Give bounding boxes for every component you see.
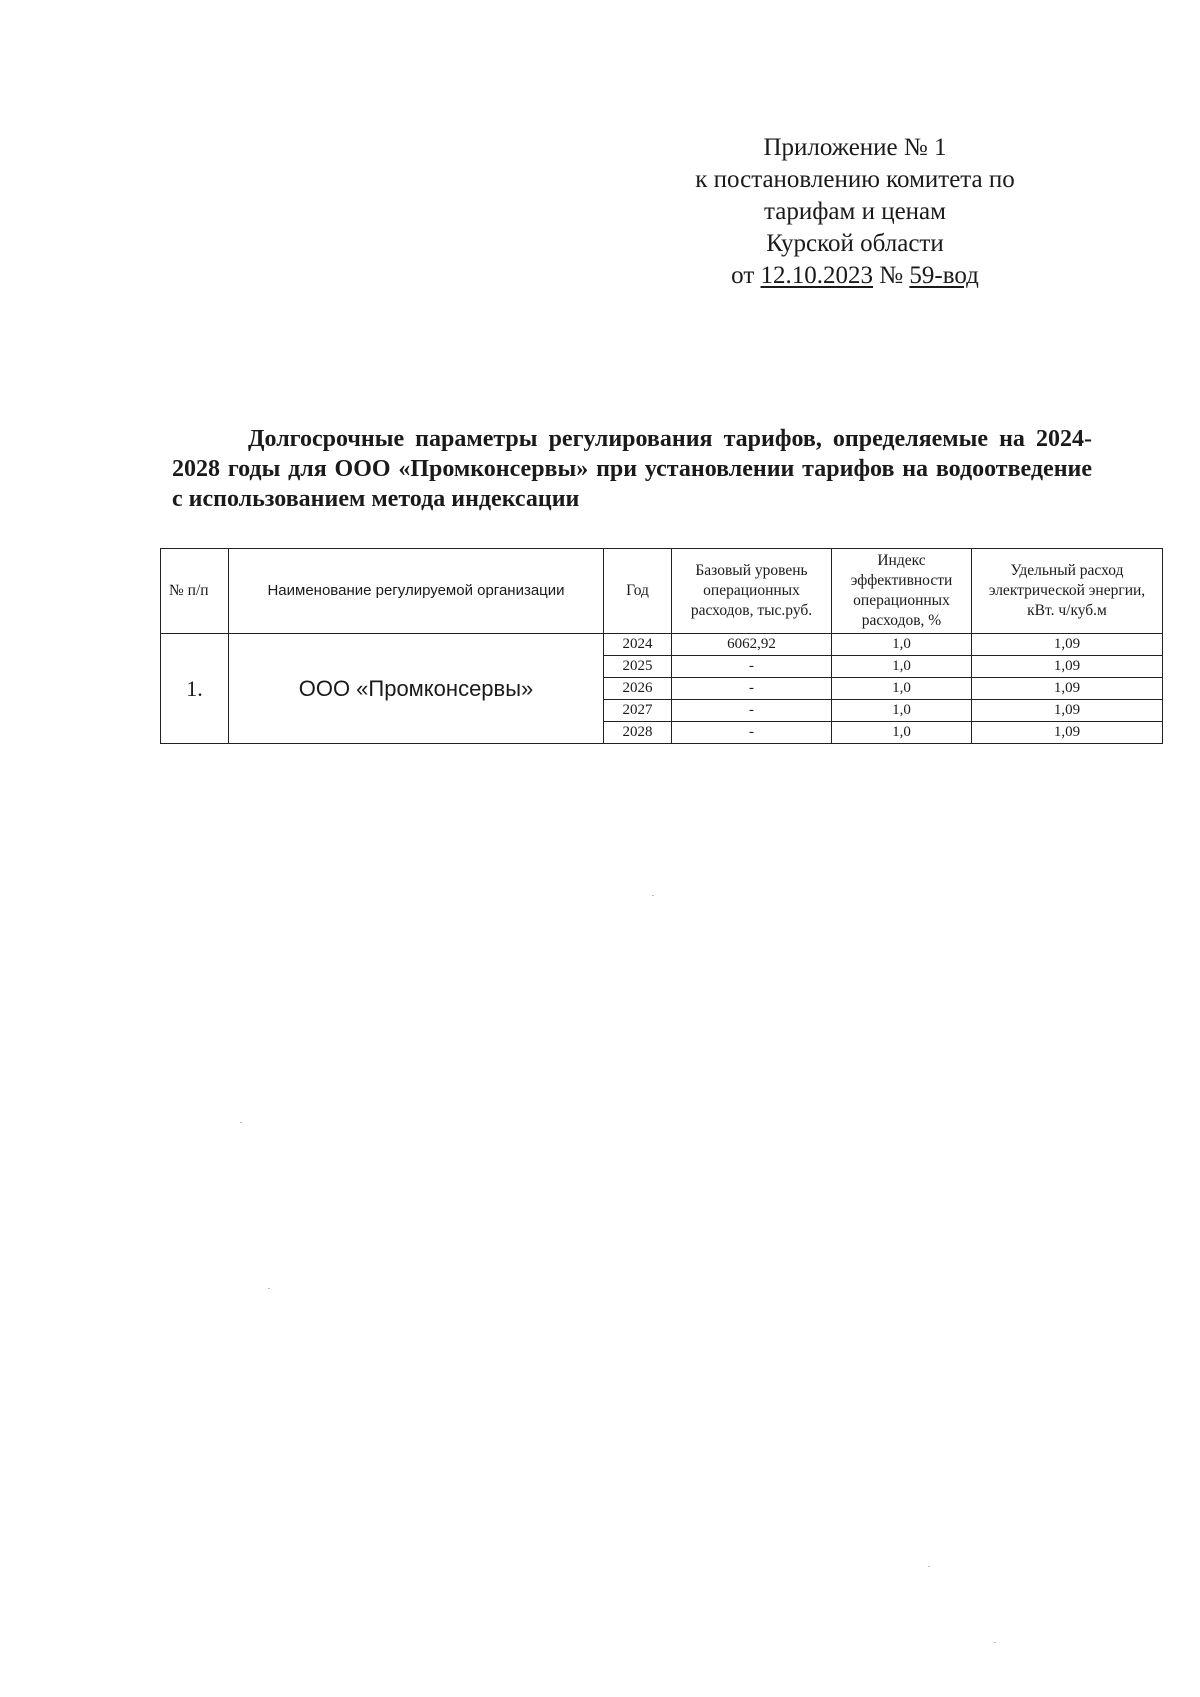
resolution-number: 59-вод (909, 262, 979, 289)
header-number: № п/п (161, 549, 229, 634)
energy-consumption-cell: 1,09 (972, 700, 1163, 722)
scan-speck (928, 1566, 930, 1567)
appendix-line-3: тарифам и ценам (764, 198, 946, 225)
document-title: Долгосрочные параметры регулирования тарифов, определяемые на 2024-2028 годы для ООО «Промконсервы» при установлении тарифов на водоотведение с использованием метода индексации (172, 426, 1092, 512)
number-prefix: № (879, 262, 904, 289)
header-efficiency-index: Индекс эффективности операционных расходов, % (832, 549, 972, 634)
year-cell: 2026 (604, 678, 672, 700)
table-header-row (161, 549, 1163, 634)
year-cell: 2027 (604, 700, 672, 722)
appendix-line-1: Приложение № 1 (763, 134, 947, 161)
base-level-cell: - (672, 722, 832, 744)
year-cell: 2028 (604, 722, 672, 744)
energy-consumption-cell: 1,09 (972, 656, 1163, 678)
year-cell: 2025 (604, 656, 672, 678)
table-row (161, 634, 1163, 656)
parameters-table (160, 548, 1163, 744)
energy-consumption-cell: 1,09 (972, 722, 1163, 744)
resolution-date: 12.10.2023 (760, 262, 874, 289)
energy-consumption-cell: 1,09 (972, 634, 1163, 656)
efficiency-index-cell: 1,0 (832, 634, 972, 656)
base-level-cell: - (672, 656, 832, 678)
scan-speck (240, 1122, 242, 1123)
energy-consumption-cell: 1,09 (972, 678, 1163, 700)
efficiency-index-cell: 1,0 (832, 678, 972, 700)
efficiency-index-cell: 1,0 (832, 722, 972, 744)
appendix-line-4: Курской области (766, 230, 944, 257)
date-prefix: от (731, 262, 755, 289)
year-cell: 2024 (604, 634, 672, 656)
header-organization: Наименование регулируемой организации (229, 549, 604, 634)
header-base-level: Базовый уровень операционных расходов, тыс.руб. (672, 549, 832, 634)
scan-speck (994, 1642, 996, 1643)
organization-name: ООО «Промконсервы» (229, 634, 604, 744)
base-level-cell: 6062,92 (672, 634, 832, 656)
appendix-header (660, 132, 1050, 292)
row-number: 1. (161, 634, 229, 744)
scan-speck (652, 895, 654, 896)
header-year: Год (604, 549, 672, 634)
appendix-date-line (660, 260, 1050, 292)
scan-speck (268, 1288, 270, 1289)
efficiency-index-cell: 1,0 (832, 656, 972, 678)
header-energy-consumption: Удельный расход электрической энергии, кВт. ч/куб.м (972, 549, 1163, 634)
base-level-cell: - (672, 700, 832, 722)
efficiency-index-cell: 1,0 (832, 700, 972, 722)
base-level-cell: - (672, 678, 832, 700)
appendix-line-2: к постановлению комитета по (695, 166, 1015, 193)
